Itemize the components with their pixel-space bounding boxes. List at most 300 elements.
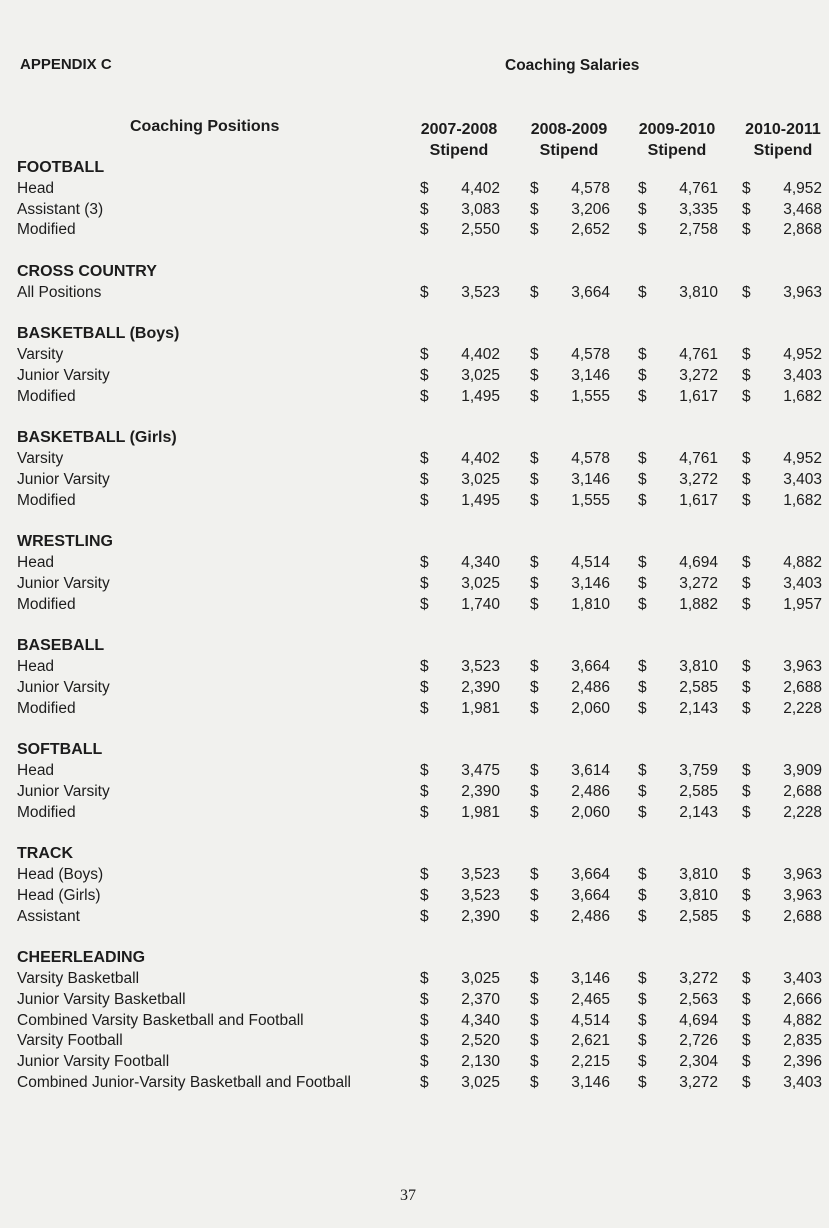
currency-symbol: $	[530, 886, 539, 904]
stipend-amount: 4,514	[571, 1011, 610, 1029]
stipend-amount: 3,403	[783, 470, 822, 488]
currency-symbol: $	[638, 699, 647, 717]
column-year: 2008-2009	[530, 121, 608, 138]
table-row	[0, 366, 829, 387]
stipend-amount: 4,578	[571, 346, 610, 364]
stipend-amount: 4,882	[783, 554, 822, 572]
currency-symbol: $	[420, 699, 429, 717]
table-row	[0, 387, 829, 408]
stipend-amount: 1,810	[571, 595, 610, 613]
currency-symbol: $	[742, 595, 751, 613]
currency-symbol: $	[638, 970, 647, 988]
stipend-amount: 4,514	[571, 554, 610, 572]
position-label: Junior Varsity	[17, 470, 110, 488]
stipend-amount: 3,272	[679, 470, 718, 488]
currency-symbol: $	[742, 450, 751, 468]
currency-symbol: $	[420, 346, 429, 364]
currency-symbol: $	[530, 762, 539, 780]
stipend-amount: 3,909	[783, 762, 822, 780]
currency-symbol: $	[638, 574, 647, 592]
stipend-amount: 1,981	[461, 803, 500, 821]
position-label: Modified	[17, 595, 76, 613]
currency-symbol: $	[420, 678, 429, 696]
stipend-amount: 2,868	[783, 221, 822, 239]
currency-symbol: $	[742, 658, 751, 676]
currency-symbol: $	[638, 782, 647, 800]
section-football	[0, 158, 829, 241]
page-number: 37	[400, 1187, 416, 1204]
stipend-amount: 3,403	[783, 366, 822, 384]
column-header-2008-2009	[514, 119, 624, 161]
currency-symbol: $	[742, 221, 751, 239]
stipend-amount: 1,617	[679, 491, 718, 509]
appendix-label: APPENDIX C	[20, 56, 112, 73]
stipend-amount: 2,585	[679, 782, 718, 800]
position-label: Varsity	[17, 346, 64, 364]
stipend-amount: 2,486	[571, 907, 610, 925]
stipend-amount: 1,555	[571, 491, 610, 509]
currency-symbol: $	[638, 1032, 647, 1050]
currency-symbol: $	[530, 554, 539, 572]
stipend-amount: 3,403	[783, 574, 822, 592]
stipend-amount: 3,963	[783, 283, 822, 301]
currency-symbol: $	[530, 1032, 539, 1050]
stipend-amount: 4,340	[461, 554, 500, 572]
stipend-amount: 4,952	[783, 179, 822, 197]
column-label: Stipend	[647, 142, 707, 159]
currency-symbol: $	[420, 990, 429, 1008]
position-label: Head	[17, 658, 55, 676]
table-row	[0, 1011, 829, 1032]
stipend-amount: 3,963	[783, 866, 822, 884]
stipend-amount: 4,578	[571, 450, 610, 468]
stipend-amount: 3,335	[679, 200, 718, 218]
currency-symbol: $	[742, 200, 751, 218]
stipend-amount: 4,402	[461, 179, 500, 197]
stipend-amount: 3,664	[571, 866, 610, 884]
stipend-amount: 2,835	[783, 1032, 822, 1050]
currency-symbol: $	[420, 1053, 429, 1071]
stipend-amount: 3,272	[679, 1074, 718, 1092]
currency-symbol: $	[742, 366, 751, 384]
section-track	[0, 844, 829, 927]
position-label: Combined Varsity Basketball and Football	[17, 1011, 304, 1029]
stipend-amount: 2,215	[571, 1053, 610, 1071]
table-row	[0, 1031, 829, 1052]
section-title: CROSS COUNTRY	[17, 262, 157, 280]
stipend-amount: 3,759	[679, 762, 718, 780]
currency-symbol: $	[742, 470, 751, 488]
stipend-amount: 2,688	[783, 678, 822, 696]
stipend-amount: 3,146	[571, 970, 610, 988]
currency-symbol: $	[638, 450, 647, 468]
stipend-amount: 3,810	[679, 886, 718, 904]
currency-symbol: $	[742, 283, 751, 301]
stipend-amount: 2,228	[783, 803, 822, 821]
section-title: BASEBALL	[17, 637, 105, 655]
column-label: Stipend	[539, 142, 599, 159]
currency-symbol: $	[742, 699, 751, 717]
stipend-amount: 3,025	[461, 470, 500, 488]
position-label: Varsity	[17, 450, 64, 468]
position-label: Head (Boys)	[17, 866, 104, 884]
stipend-amount: 3,025	[461, 970, 500, 988]
section-title: BASKETBALL (Girls)	[17, 429, 177, 447]
currency-symbol: $	[638, 1074, 647, 1092]
currency-symbol: $	[420, 970, 429, 988]
currency-symbol: $	[530, 699, 539, 717]
stipend-amount: 3,664	[571, 886, 610, 904]
stipend-amount: 2,621	[571, 1032, 610, 1050]
column-header-2007-2008	[404, 119, 514, 161]
stipend-amount: 4,694	[679, 554, 718, 572]
currency-symbol: $	[742, 491, 751, 509]
column-label: Stipend	[429, 142, 489, 159]
currency-symbol: $	[742, 970, 751, 988]
stipend-amount: 3,025	[461, 366, 500, 384]
currency-symbol: $	[742, 762, 751, 780]
stipend-amount: 3,206	[571, 200, 610, 218]
currency-symbol: $	[530, 678, 539, 696]
currency-symbol: $	[530, 283, 539, 301]
table-row	[0, 449, 829, 470]
stipend-amount: 3,810	[679, 866, 718, 884]
currency-symbol: $	[420, 470, 429, 488]
currency-symbol: $	[530, 366, 539, 384]
stipend-amount: 2,486	[571, 782, 610, 800]
currency-symbol: $	[638, 658, 647, 676]
table-row	[0, 886, 829, 907]
section-basketball-girls	[0, 428, 829, 511]
stipend-amount: 2,585	[679, 907, 718, 925]
currency-symbol: $	[530, 470, 539, 488]
document-title: Coaching Salaries	[505, 57, 640, 74]
currency-symbol: $	[638, 387, 647, 405]
currency-symbol: $	[420, 574, 429, 592]
stipend-amount: 3,403	[783, 970, 822, 988]
stipend-amount: 2,652	[571, 221, 610, 239]
section-title: BASKETBALL (Boys)	[17, 325, 180, 343]
stipend-amount: 1,957	[783, 595, 822, 613]
stipend-amount: 2,688	[783, 907, 822, 925]
stipend-amount: 3,614	[571, 762, 610, 780]
position-label: Junior Varsity	[17, 366, 110, 384]
table-row	[0, 470, 829, 491]
table-row	[0, 699, 829, 720]
section-cross-country	[0, 262, 829, 304]
currency-symbol: $	[530, 866, 539, 884]
stipend-amount: 2,758	[679, 221, 718, 239]
position-label: Head	[17, 179, 55, 197]
currency-symbol: $	[420, 1074, 429, 1092]
stipend-amount: 3,963	[783, 658, 822, 676]
stipend-amount: 1,882	[679, 595, 718, 613]
position-label: Assistant (3)	[17, 200, 104, 218]
stipend-amount: 4,402	[461, 450, 500, 468]
stipend-amount: 3,146	[571, 574, 610, 592]
stipend-amount: 2,465	[571, 990, 610, 1008]
stipend-amount: 3,146	[571, 366, 610, 384]
table-row	[0, 200, 829, 221]
stipend-amount: 2,228	[783, 699, 822, 717]
currency-symbol: $	[742, 990, 751, 1008]
currency-symbol: $	[638, 491, 647, 509]
stipend-amount: 3,523	[461, 658, 500, 676]
position-label: Junior Varsity	[17, 574, 110, 592]
table-row	[0, 678, 829, 699]
table-row	[0, 782, 829, 803]
section-title: SOFTBALL	[17, 741, 103, 759]
stipend-amount: 4,402	[461, 346, 500, 364]
stipend-amount: 4,761	[679, 179, 718, 197]
stipend-amount: 2,143	[679, 803, 718, 821]
column-year: 2010-2011	[745, 121, 821, 138]
currency-symbol: $	[420, 782, 429, 800]
currency-symbol: $	[638, 1053, 647, 1071]
currency-symbol: $	[638, 200, 647, 218]
table-row	[0, 595, 829, 616]
currency-symbol: $	[638, 221, 647, 239]
currency-symbol: $	[742, 886, 751, 904]
currency-symbol: $	[742, 387, 751, 405]
position-label: Junior Varsity Football	[17, 1053, 170, 1071]
position-label: Head	[17, 554, 55, 572]
currency-symbol: $	[530, 595, 539, 613]
position-label: Head (Girls)	[17, 886, 101, 904]
currency-symbol: $	[742, 1074, 751, 1092]
stipend-amount: 4,761	[679, 346, 718, 364]
stipend-amount: 4,578	[571, 179, 610, 197]
positions-column-header: Coaching Positions	[130, 118, 280, 135]
currency-symbol: $	[420, 491, 429, 509]
currency-symbol: $	[530, 907, 539, 925]
position-label: Junior Varsity	[17, 782, 110, 800]
stipend-amount: 3,523	[461, 866, 500, 884]
stipend-amount: 3,272	[679, 366, 718, 384]
section-basketball-boys	[0, 324, 829, 407]
stipend-amount: 3,025	[461, 574, 500, 592]
position-label: Modified	[17, 699, 76, 717]
stipend-amount: 2,520	[461, 1032, 500, 1050]
position-label: All Positions	[17, 283, 102, 301]
currency-symbol: $	[530, 1011, 539, 1029]
currency-symbol: $	[420, 179, 429, 197]
stipend-amount: 3,468	[783, 200, 822, 218]
currency-symbol: $	[638, 886, 647, 904]
stipend-amount: 2,390	[461, 907, 500, 925]
currency-symbol: $	[638, 678, 647, 696]
currency-symbol: $	[420, 283, 429, 301]
section-cheerleading	[0, 948, 829, 1094]
table-row	[0, 761, 829, 782]
stipend-amount: 3,810	[679, 283, 718, 301]
stipend-amount: 3,475	[461, 762, 500, 780]
table-row	[0, 283, 829, 304]
stipend-amount: 2,396	[783, 1053, 822, 1071]
currency-symbol: $	[420, 762, 429, 780]
table-row	[0, 220, 829, 241]
currency-symbol: $	[742, 803, 751, 821]
currency-symbol: $	[742, 1011, 751, 1029]
currency-symbol: $	[420, 387, 429, 405]
currency-symbol: $	[530, 387, 539, 405]
stipend-amount: 3,664	[571, 283, 610, 301]
salary-table	[0, 158, 829, 1115]
currency-symbol: $	[420, 1011, 429, 1029]
currency-symbol: $	[530, 200, 539, 218]
currency-symbol: $	[530, 1053, 539, 1071]
position-label: Junior Varsity	[17, 678, 110, 696]
currency-symbol: $	[638, 346, 647, 364]
position-label: Assistant	[17, 907, 80, 925]
table-row	[0, 969, 829, 990]
currency-symbol: $	[420, 1032, 429, 1050]
currency-symbol: $	[530, 179, 539, 197]
currency-symbol: $	[420, 450, 429, 468]
currency-symbol: $	[420, 366, 429, 384]
currency-symbol: $	[742, 574, 751, 592]
stipend-amount: 2,486	[571, 678, 610, 696]
stipend-amount: 3,083	[461, 200, 500, 218]
currency-symbol: $	[638, 595, 647, 613]
table-row	[0, 803, 829, 824]
table-row	[0, 491, 829, 512]
currency-symbol: $	[530, 782, 539, 800]
currency-symbol: $	[420, 554, 429, 572]
position-label: Combined Junior-Varsity Basketball and Football	[17, 1074, 351, 1092]
stipend-amount: 2,390	[461, 678, 500, 696]
section-wrestling	[0, 532, 829, 615]
currency-symbol: $	[420, 595, 429, 613]
stipend-amount: 2,666	[783, 990, 822, 1008]
stipend-amount: 2,304	[679, 1053, 718, 1071]
table-row	[0, 553, 829, 574]
currency-symbol: $	[742, 554, 751, 572]
stipend-amount: 2,370	[461, 990, 500, 1008]
stipend-amount: 3,403	[783, 1074, 822, 1092]
position-label: Junior Varsity Basketball	[17, 990, 186, 1008]
stipend-amount: 3,146	[571, 1074, 610, 1092]
stipend-amount: 3,810	[679, 658, 718, 676]
stipend-amount: 2,688	[783, 782, 822, 800]
currency-symbol: $	[420, 658, 429, 676]
stipend-amount: 3,963	[783, 886, 822, 904]
currency-symbol: $	[742, 1032, 751, 1050]
column-header-2009-2010	[622, 119, 732, 161]
currency-symbol: $	[742, 866, 751, 884]
stipend-amount: 4,761	[679, 450, 718, 468]
section-softball	[0, 740, 829, 823]
currency-symbol: $	[638, 470, 647, 488]
stipend-amount: 3,272	[679, 574, 718, 592]
table-row	[0, 345, 829, 366]
stipend-amount: 2,390	[461, 782, 500, 800]
currency-symbol: $	[638, 366, 647, 384]
position-label: Modified	[17, 387, 76, 405]
position-label: Modified	[17, 491, 76, 509]
position-label: Modified	[17, 221, 76, 239]
currency-symbol: $	[638, 762, 647, 780]
position-label: Varsity Basketball	[17, 970, 140, 988]
stipend-amount: 4,882	[783, 1011, 822, 1029]
stipend-amount: 1,981	[461, 699, 500, 717]
currency-symbol: $	[530, 346, 539, 364]
currency-symbol: $	[638, 179, 647, 197]
stipend-amount: 3,025	[461, 1074, 500, 1092]
stipend-amount: 2,060	[571, 699, 610, 717]
column-year: 2009-2010	[638, 121, 716, 138]
currency-symbol: $	[420, 866, 429, 884]
currency-symbol: $	[638, 803, 647, 821]
stipend-amount: 4,952	[783, 450, 822, 468]
currency-symbol: $	[420, 200, 429, 218]
currency-symbol: $	[742, 346, 751, 364]
currency-symbol: $	[742, 678, 751, 696]
currency-symbol: $	[420, 221, 429, 239]
currency-symbol: $	[530, 970, 539, 988]
stipend-amount: 3,146	[571, 470, 610, 488]
table-row	[0, 657, 829, 678]
stipend-amount: 1,555	[571, 387, 610, 405]
position-label: Modified	[17, 803, 76, 821]
table-row	[0, 907, 829, 928]
table-row	[0, 179, 829, 200]
stipend-amount: 3,272	[679, 970, 718, 988]
position-label: Varsity Football	[17, 1032, 123, 1050]
column-label: Stipend	[753, 142, 813, 159]
table-row	[0, 865, 829, 886]
currency-symbol: $	[420, 907, 429, 925]
currency-symbol: $	[420, 886, 429, 904]
currency-symbol: $	[530, 990, 539, 1008]
currency-symbol: $	[530, 491, 539, 509]
currency-symbol: $	[742, 782, 751, 800]
currency-symbol: $	[530, 1074, 539, 1092]
currency-symbol: $	[530, 221, 539, 239]
position-label: Head	[17, 762, 55, 780]
table-row	[0, 574, 829, 595]
currency-symbol: $	[638, 866, 647, 884]
currency-symbol: $	[638, 283, 647, 301]
currency-symbol: $	[420, 803, 429, 821]
currency-symbol: $	[638, 554, 647, 572]
stipend-amount: 1,495	[461, 387, 500, 405]
currency-symbol: $	[530, 450, 539, 468]
currency-symbol: $	[638, 1011, 647, 1029]
currency-symbol: $	[530, 658, 539, 676]
stipend-amount: 2,143	[679, 699, 718, 717]
column-header-2010-2011	[728, 119, 829, 161]
stipend-amount: 2,130	[461, 1053, 500, 1071]
stipend-amount: 2,585	[679, 678, 718, 696]
stipend-amount: 2,060	[571, 803, 610, 821]
stipend-amount: 1,740	[461, 595, 500, 613]
currency-symbol: $	[742, 179, 751, 197]
column-year: 2007-2008	[420, 121, 498, 138]
stipend-amount: 1,682	[783, 387, 822, 405]
stipend-amount: 4,340	[461, 1011, 500, 1029]
stipend-amount: 3,664	[571, 658, 610, 676]
currency-symbol: $	[742, 1053, 751, 1071]
currency-symbol: $	[742, 907, 751, 925]
currency-symbol: $	[638, 990, 647, 1008]
stipend-amount: 1,617	[679, 387, 718, 405]
section-title: FOOTBALL	[17, 159, 105, 176]
stipend-amount: 1,495	[461, 491, 500, 509]
stipend-amount: 2,550	[461, 221, 500, 239]
stipend-amount: 2,563	[679, 990, 718, 1008]
stipend-amount: 4,694	[679, 1011, 718, 1029]
